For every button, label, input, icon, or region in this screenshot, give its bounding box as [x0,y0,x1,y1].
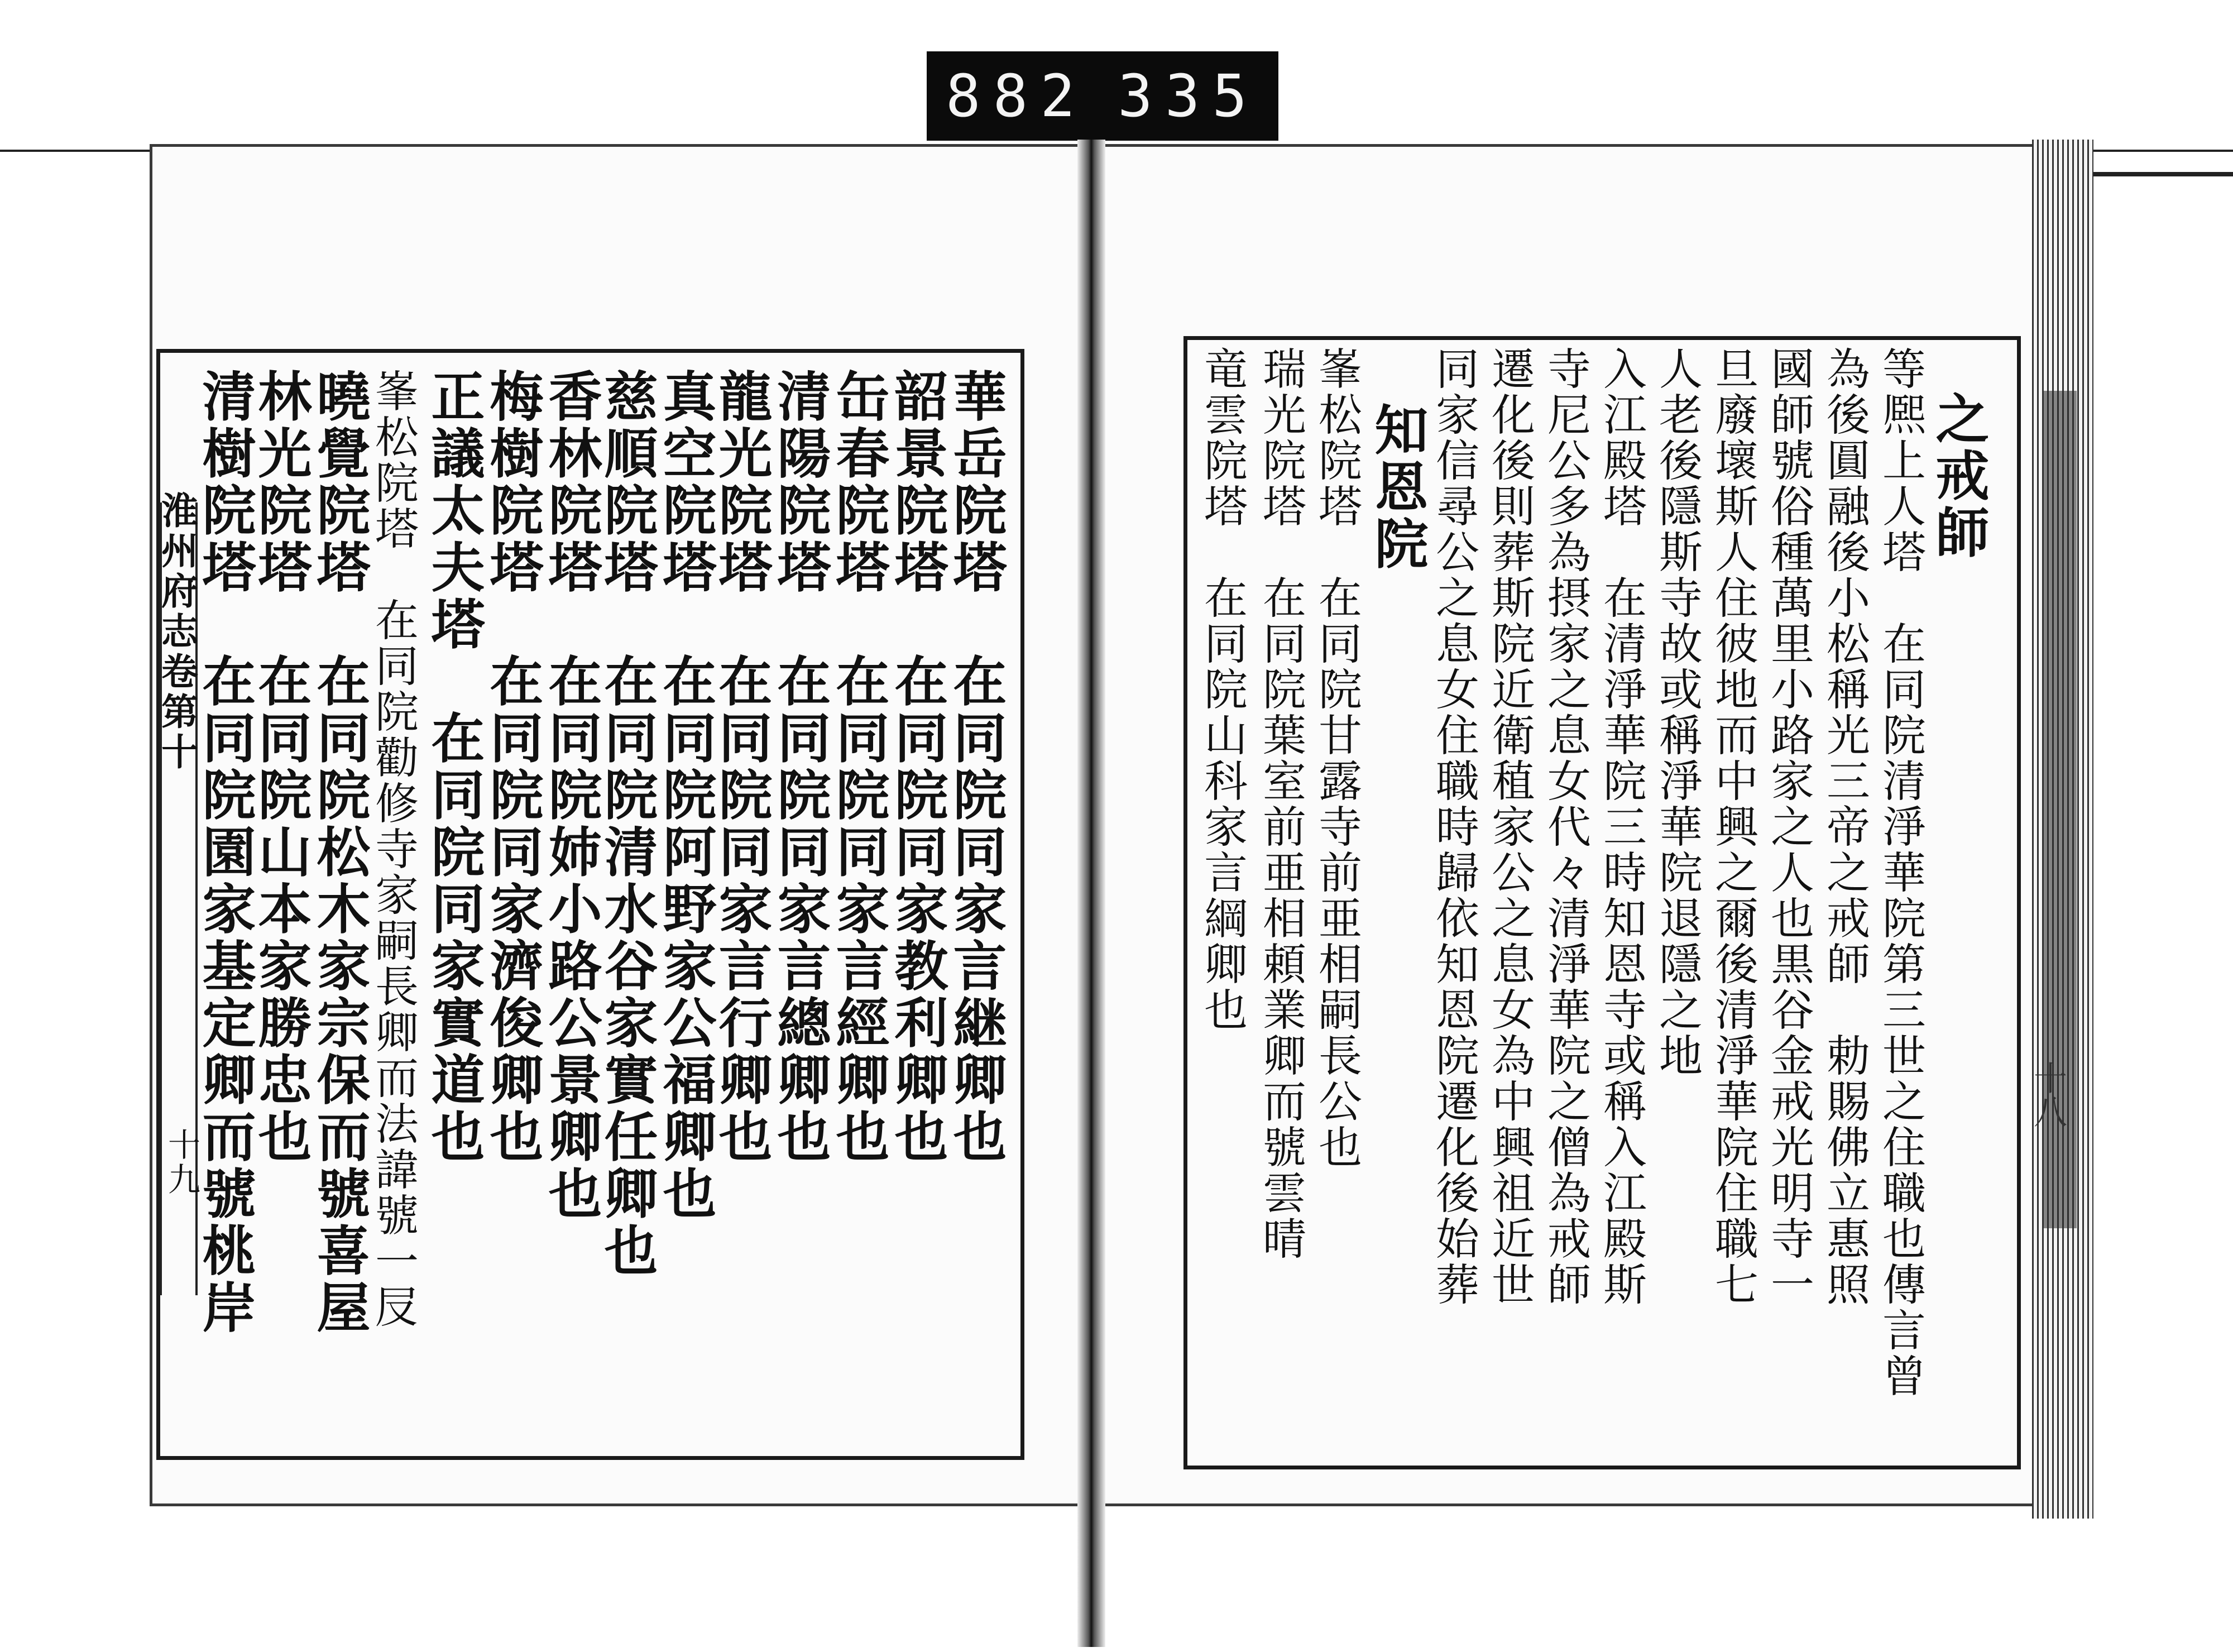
microfilm-frame-label [927,51,1278,141]
right-col-7: 入江殿塔 在清淨華院三時知恩寺或稱入江殿斯 [1596,346,1646,1308]
right-col-6: 人老後隱斯寺故或稱淨華院退隱之地 [1652,346,1702,1079]
right-col-4: 國師號俗種萬里小路家之人也黒谷金戒光明寺一 [1764,346,1814,1308]
left-col-5: 龍光院塔 在同院同家言行卿也 [710,368,773,1166]
right-col-11: 知恩院 [1366,402,1429,573]
right-col-10: 同家信尋公之息女住職時歸依知恩院遷化後始葬 [1429,346,1479,1308]
right-folio-number: 十八 [2028,1061,2067,1128]
left-col-13: 林光院塔 在同院山本家勝忠也 [250,368,313,1166]
frame-number-right: 335 [1118,62,1259,130]
left-col-4: 清陽院塔 在同院同家言總卿也 [769,368,832,1166]
right-col-14: 竜雲院塔 在同院山科家言綱卿也 [1197,346,1247,1033]
left-col-8: 香林院塔 在同院姉小路公景卿也 [540,368,603,1223]
left-col-7: 慈順院塔 在同院清水谷家實任卿也 [596,368,659,1280]
left-col-6: 真空院塔 在同院阿野家公福卿也 [654,368,717,1223]
frame-number-left: 882 [946,62,1087,130]
right-col-5: 旦廢壞斯人住彼地而中興之爾後清淨華院住職七 [1708,346,1758,1308]
left-col-9: 梅樹院塔 在同院同家濟俊卿也 [481,368,544,1166]
book-gutter [1077,140,1105,1647]
right-col-8: 寺尼公多為摂家之息女代々清淨華院之僧為戒師 [1540,346,1590,1308]
right-col-1: 之戒師 [1927,391,1990,562]
right-col-3: 為後圓融後小松稱光三帝之戒師 勅賜佛立惠照 [1819,346,1870,1308]
left-col-14: 清樹院塔 在同院園家基定卿而號桃岸 [194,368,257,1337]
left-col-2: 韶景院塔 在同院同家教利卿也 [886,368,949,1166]
left-margin-title: 淮州府志卷第十 [155,491,199,773]
right-col-12: 峯松院塔 在同院甘露寺前亜相嗣長公也 [1311,346,1362,1170]
right-col-9: 遷化後則葬斯院近衛稙家公之息女為中興祖近世 [1484,346,1535,1308]
left-col-10: 正議太夫塔 在同院同家實道也 [423,368,486,1166]
left-col-12: 曉覺院塔 在同院松木家宗保而號喜屋 [308,368,371,1337]
left-col-11: 峯松院塔 在同院勸修寺家嗣長卿而法諱號一㞋 [368,368,418,1330]
right-col-2: 等熈上人塔 在同院清淨華院第三世之住職也傳言曾 [1875,346,1925,1399]
left-col-3: 缶春院塔 在同院同家言經卿也 [827,368,890,1166]
right-col-13: 瑞光院塔 在同院葉室前亜相頼業卿而號雲晴 [1256,346,1306,1262]
left-folio-number: 十九 [162,1128,200,1197]
left-col-1: 華岳院塔 在同院同家言継卿也 [945,368,1008,1166]
